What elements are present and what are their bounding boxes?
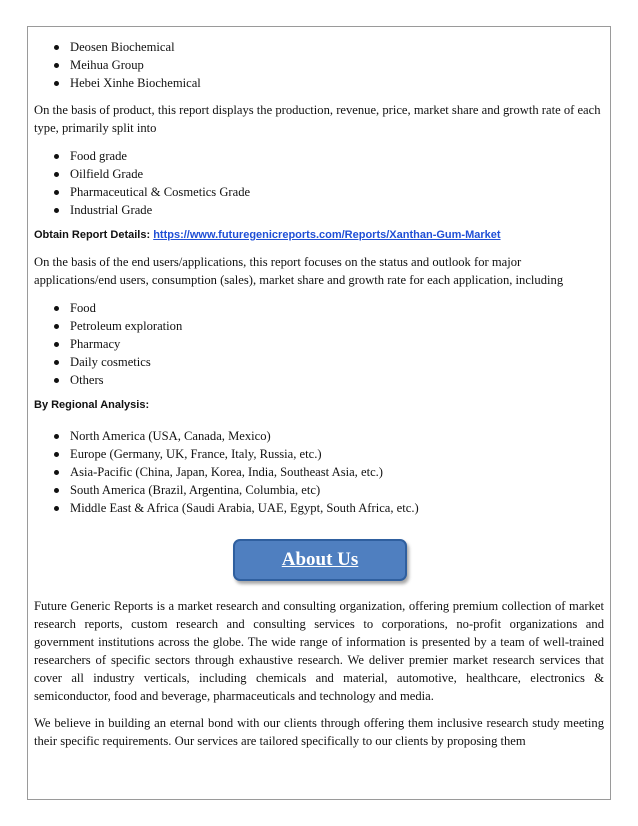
document-page bbox=[27, 26, 611, 800]
region-list bbox=[34, 427, 604, 517]
list-item: Oilfield Grade bbox=[34, 165, 604, 183]
application-intro: On the basis of the end users/applications, this report focuses on the status and outlook for major applications/end users, consumption (sales), market share and growth rate for each application, including bbox=[34, 255, 564, 287]
list-item: Hebei Xinhe Biochemical bbox=[34, 74, 604, 92]
list-item: Europe (Germany, UK, France, Italy, Russia, etc.) bbox=[34, 445, 604, 463]
list-item: Food grade bbox=[34, 147, 604, 165]
list-item: Petroleum exploration bbox=[34, 317, 604, 335]
about-paragraph: Future Generic Reports is a market research and consulting organization, offering premium collection of market research reports, custom research and consulting services to corporations, no-profit organizations and government institutions across the globe. The wide range of information is presented by a team of well-trained researchers of specific sectors through exhaustive research. We deliver premier market research services that cover all industry verticals, including chemicals and material, automotive, healthcare, electronics & semiconductor, food and beverage, pharmaceuticals and technology and media. bbox=[34, 599, 604, 703]
about-banner bbox=[34, 539, 604, 581]
list-item: South America (Brazil, Argentina, Columbia, etc) bbox=[34, 481, 604, 499]
list-item: Pharmacy bbox=[34, 335, 604, 353]
list-item: Asia-Pacific (China, Japan, Korea, India, Southeast Asia, etc.) bbox=[34, 463, 604, 481]
regional-heading: By Regional Analysis: bbox=[34, 399, 150, 411]
obtain-label: Obtain Report Details: bbox=[34, 229, 151, 241]
list-item: Middle East & Africa (Saudi Arabia, UAE, Egypt, South Africa, etc.) bbox=[34, 499, 604, 517]
list-item: Industrial Grade bbox=[34, 201, 604, 219]
about-us-button[interactable]: About Us bbox=[233, 539, 407, 581]
list-item: North America (USA, Canada, Mexico) bbox=[34, 427, 604, 445]
list-item: Meihua Group bbox=[34, 56, 604, 74]
report-link[interactable]: https://www.futuregenicreports.com/Reports/Xanthan-Gum-Market bbox=[153, 229, 501, 241]
document-content bbox=[34, 38, 604, 750]
list-item: Daily cosmetics bbox=[34, 353, 604, 371]
product-list bbox=[34, 147, 604, 219]
list-item: Deosen Biochemical bbox=[34, 38, 604, 56]
product-intro: On the basis of product, this report displays the production, revenue, price, market share and growth rate of each type, primarily split into bbox=[34, 103, 601, 135]
about-paragraph: We believe in building an eternal bond with our clients through offering them inclusive research study meeting their specific requirements. Our services are tailored specifically to our clients by proposing them bbox=[34, 716, 604, 748]
company-list bbox=[34, 38, 604, 92]
list-item: Food bbox=[34, 299, 604, 317]
list-item: Pharmaceutical & Cosmetics Grade bbox=[34, 183, 604, 201]
list-item: Others bbox=[34, 371, 604, 389]
obtain-report-line bbox=[34, 227, 604, 243]
application-list bbox=[34, 299, 604, 389]
